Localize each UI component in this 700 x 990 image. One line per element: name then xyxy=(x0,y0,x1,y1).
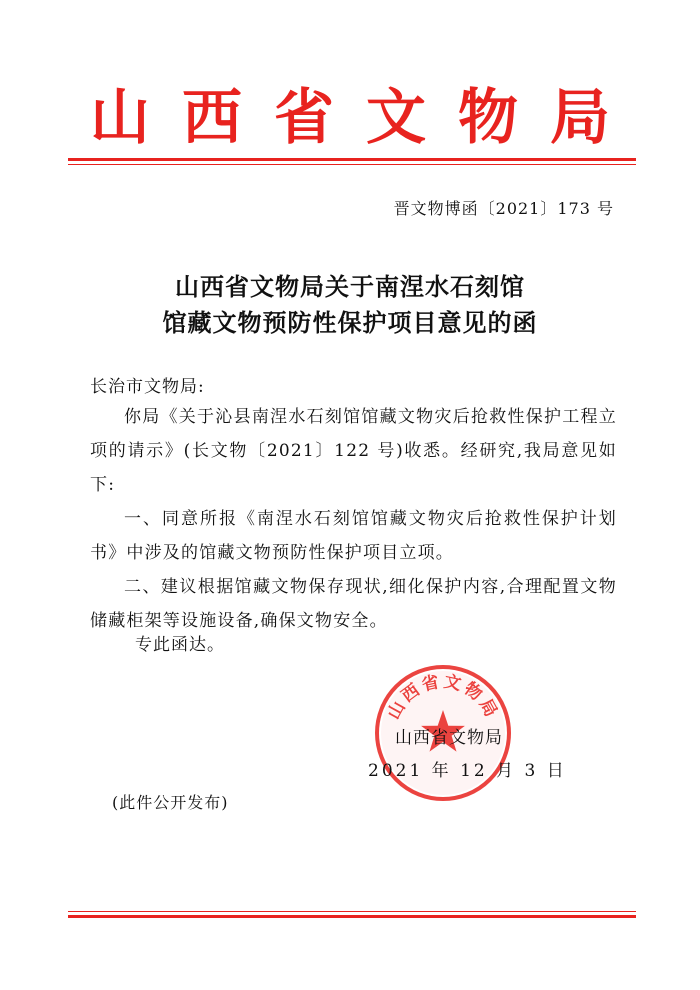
masthead-rule-thin xyxy=(68,164,636,165)
letter-body xyxy=(90,400,617,638)
signature-date: 2021 年 12 月 3 日 xyxy=(368,761,567,781)
doc-title-line-2: 馆藏文物预防性保护项目意见的函 xyxy=(162,309,538,337)
masthead-rule-thick xyxy=(68,158,636,161)
paragraph-item-1: 一、同意所报《南涅水石刻馆馆藏文物灾后抢救性保护计划书》中涉及的馆藏文物预防性保护项目立项。 xyxy=(90,509,617,563)
footer-rule-thin xyxy=(68,911,636,912)
recipient: 长治市文物局: xyxy=(90,377,205,397)
footer-rule-thick xyxy=(68,915,636,918)
signature-org: 山西省文物局 xyxy=(395,728,503,748)
doc-title-line-1: 山西省文物局关于南涅水石刻馆 xyxy=(175,273,525,301)
closing-remark: 专此函达。 xyxy=(135,635,225,655)
svg-text:山西省文物局: 山西省文物局 xyxy=(383,671,503,723)
masthead-org-name: 山西省文物局 xyxy=(90,83,642,153)
doc-number: 晋文物博函〔2021〕173 号 xyxy=(393,199,614,218)
paragraph-intro: 你局《关于沁县南涅水石刻馆馆藏文物灾后抢救性保护工程立项的请示》(长文物〔2021〕122 号)收悉。经研究,我局意见如下: xyxy=(90,407,617,495)
public-release-note: (此件公开发布) xyxy=(112,793,229,812)
paragraph-item-2: 二、建议根据馆藏文物保存现状,细化保护内容,合理配置文物储藏柜架等设施设备,确保文物安全。 xyxy=(90,577,617,631)
